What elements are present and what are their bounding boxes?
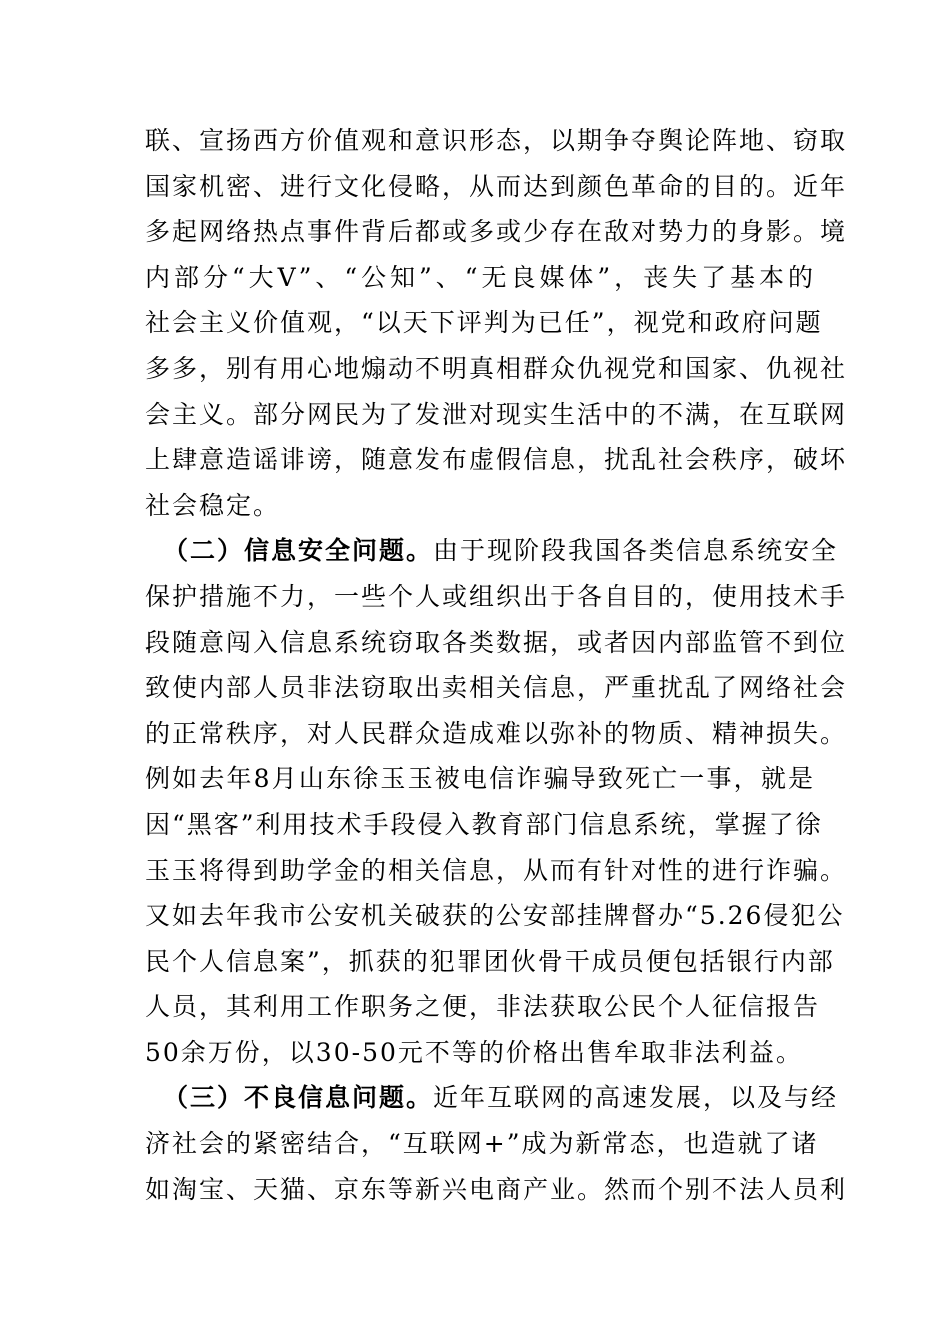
paragraph-2-line-2: 保护措施不力，一些个人或组织出于各自目的，使用技术手	[145, 581, 848, 611]
section-heading-3: （三）不良信息问题。	[163, 1083, 434, 1113]
paragraph-2-line-6: 例如去年8月山东徐玉玉被电信诈骗导致死亡一事，就是	[145, 764, 815, 794]
paragraph-2-line-11: 人员，其利用工作职务之便，非法获取公民个人征信报告	[145, 992, 821, 1022]
body-text	[145, 118, 848, 1212]
paragraph-1-line-6: 多多，别有用心地煽动不明真相群众仇视党和国家、仇视社	[145, 353, 848, 383]
paragraph-2-line-12: 50余万份，以30-50元不等的价格出售牟取非法利益。	[145, 1037, 803, 1067]
paragraph-1-line-4: 内部分“大V”、“公知”、“无良媒体”，丧失了基本的	[145, 262, 815, 292]
paragraph-1-line-5: 社会主义价值观，“以天下评判为已任”，视党和政府问题	[145, 308, 823, 338]
paragraph-3-line-2: 济社会的紧密结合，“互联网+”成为新常态，也造就了诸	[145, 1129, 819, 1159]
paragraph-3-line-3: 如淘宝、天猫、京东等新兴电商产业。然而个别不法人员利	[145, 1174, 848, 1204]
paragraph-1-line-9: 社会稳定。	[145, 490, 281, 520]
paragraph-2-line-7: 因“黑客”利用技术手段侵入教育部门信息系统，掌握了徐	[145, 809, 823, 839]
paragraph-3-first-line-text: 近年互联网的高速发展，以及与经	[433, 1083, 839, 1113]
paragraph-2-line-9: 又如去年我市公安机关破获的公安部挂牌督办“5.26侵犯公	[145, 901, 845, 931]
paragraph-2-line-5: 的正常秩序，对人民群众造成难以弥补的物质、精神损失。	[145, 718, 848, 748]
paragraph-1-line-3: 多起网络热点事件背后都或多或少存在敌对势力的身影。境	[145, 217, 848, 247]
paragraph-2-line-10: 民个人信息案”，抓获的犯罪团伙骨干成员便包括银行内部	[145, 946, 835, 976]
paragraph-3-first-line	[145, 1075, 839, 1121]
paragraph-1-line-7: 会主义。部分网民为了发泄对现实生活中的不满，在互联网	[145, 399, 848, 429]
section-heading-2: （二）信息安全问题。	[163, 536, 434, 566]
paragraph-1-line-1: 联、宣扬西方价值观和意识形态，以期争夺舆论阵地、窃取	[145, 126, 848, 155]
paragraph-2-line-8: 玉玉将得到助学金的相关信息，从而有针对性的进行诈骗。	[145, 855, 848, 885]
paragraph-1-line-8: 上肆意造谣诽谤，随意发布虚假信息，扰乱社会秩序，破坏	[145, 445, 848, 475]
paragraph-2-line-3: 段随意闯入信息系统窃取各类数据，或者因内部监管不到位	[145, 627, 848, 657]
paragraph-1-line-2: 国家机密、进行文化侵略，从而达到颜色革命的目的。近年	[145, 171, 848, 201]
paragraph-2-line-4: 致使内部人员非法窃取出卖相关信息，严重扰乱了网络社会	[145, 673, 848, 703]
paragraph-2-first-line	[145, 528, 839, 574]
paragraph-2-first-line-text: 由于现阶段我国各类信息系统安全	[433, 536, 839, 566]
